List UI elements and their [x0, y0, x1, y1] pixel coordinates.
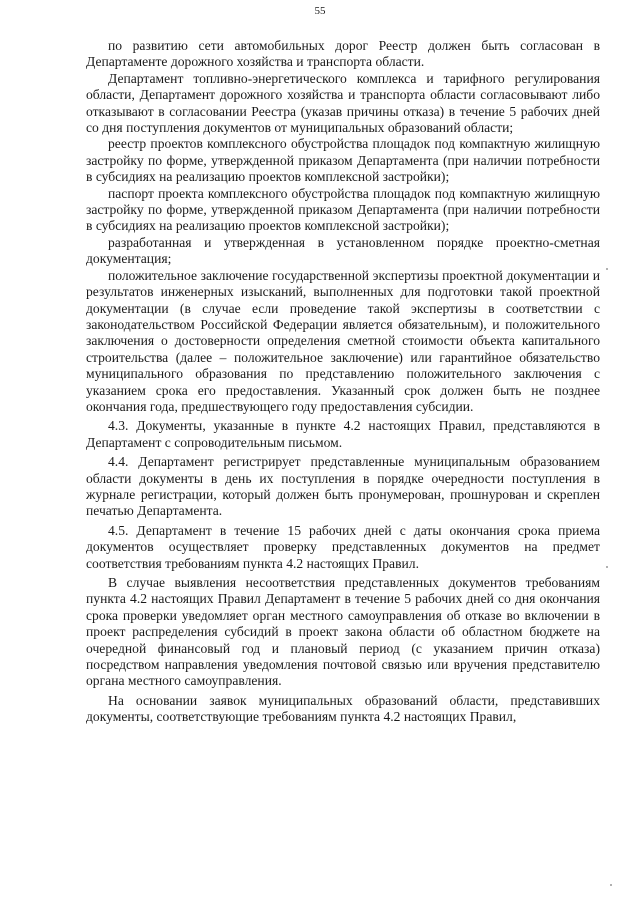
paragraph-continuation: по развитию сети автомобильных дорог Реестр должен быть согласован в Департаменте дорожного хозяйства и транспорта области.: [86, 38, 600, 70]
scan-speck: [610, 884, 612, 886]
paragraph-expert-review: положительное заключение государственной экспертизы проектной документации и результатов инженерных изысканий, выполненных для подготовки такой проектной документации (в случае если проведение такой экспертизы в соответствии с законодательством Российской Федерации является обязательным), и положительного заключения о достоверности определения сметной стоимости объекта капитального строительства (далее – положительное заключение) или гарантийное обязательство муниципального образования по представлению положительного заключения с указанием срока его предоставления. Указанный срок должен быть не позднее окончания года, предшествующего году предоставления субсидии.: [86, 267, 600, 414]
paragraph-4-5: 4.5. Департамент в течение 15 рабочих дней с даты окончания срока приема документов осуществляет проверку представленных документов на предмет соответствия требованиям пункта 4.2 настоящих Правил.: [86, 522, 600, 571]
paragraph-4-3: 4.3. Документы, указанные в пункте 4.2 настоящих Правил, представляются в Департамент с сопроводительным письмом.: [86, 418, 600, 450]
document-body: [86, 38, 600, 726]
paragraph-nonconformity: В случае выявления несоответствия представленных документов требованиям пункта 4.2 настоящих Правил Департамент в течение 5 рабочих дней со дня окончания срока проверки уведомляет орган местного самоуправления об отказе во включении в проект распределения субсидий в проект закона области об областном бюджете на очередной финансовый год и плановый период (с указанием причин отказа) посредством направления уведомления почтовой связью или вручения представителю органа местного самоуправления.: [86, 575, 600, 689]
paragraph-applications: На основании заявок муниципальных образований области, представивших документы, соответствующие требованиям пункта 4.2 настоящих Правил,: [86, 692, 600, 725]
scan-speck: [606, 566, 608, 568]
paragraph-registry: реестр проектов комплексного обустройства площадок под компактную жилищную застройку по форме, утвержденной приказом Департамента (при наличии потребности в субсидиях на реализацию проектов комплексной застройки);: [86, 136, 600, 185]
page-number: 55: [314, 5, 326, 17]
paragraph-4-4: 4.4. Департамент регистрирует представленные муниципальным образованием области документы в день их поступления в порядке очередности поступления в журнале регистрации, который должен быть пронумерован, прошнурован и скреплен печатью Департамента.: [86, 454, 600, 519]
scan-speck: [606, 268, 608, 270]
paragraph-approval-terms: Департамент топливно-энергетического комплекса и тарифного регулирования области, Департамент дорожного хозяйства и транспорта области согласовывают либо отказывают в согласовании Реестра (указав причины отказа) в течение 5 рабочих дней со дня поступления документов от муниципальных образований области;: [86, 70, 600, 136]
paragraph-passport: паспорт проекта комплексного обустройства площадок под компактную жилищную застройку по форме, утвержденной приказом Департамента (при наличии потребности в субсидиях на реализацию проектов комплексной застройки);: [86, 185, 600, 234]
paragraph-design-estimate: разработанная и утвержденная в установленном порядке проектно-сметная документация;: [86, 234, 600, 267]
